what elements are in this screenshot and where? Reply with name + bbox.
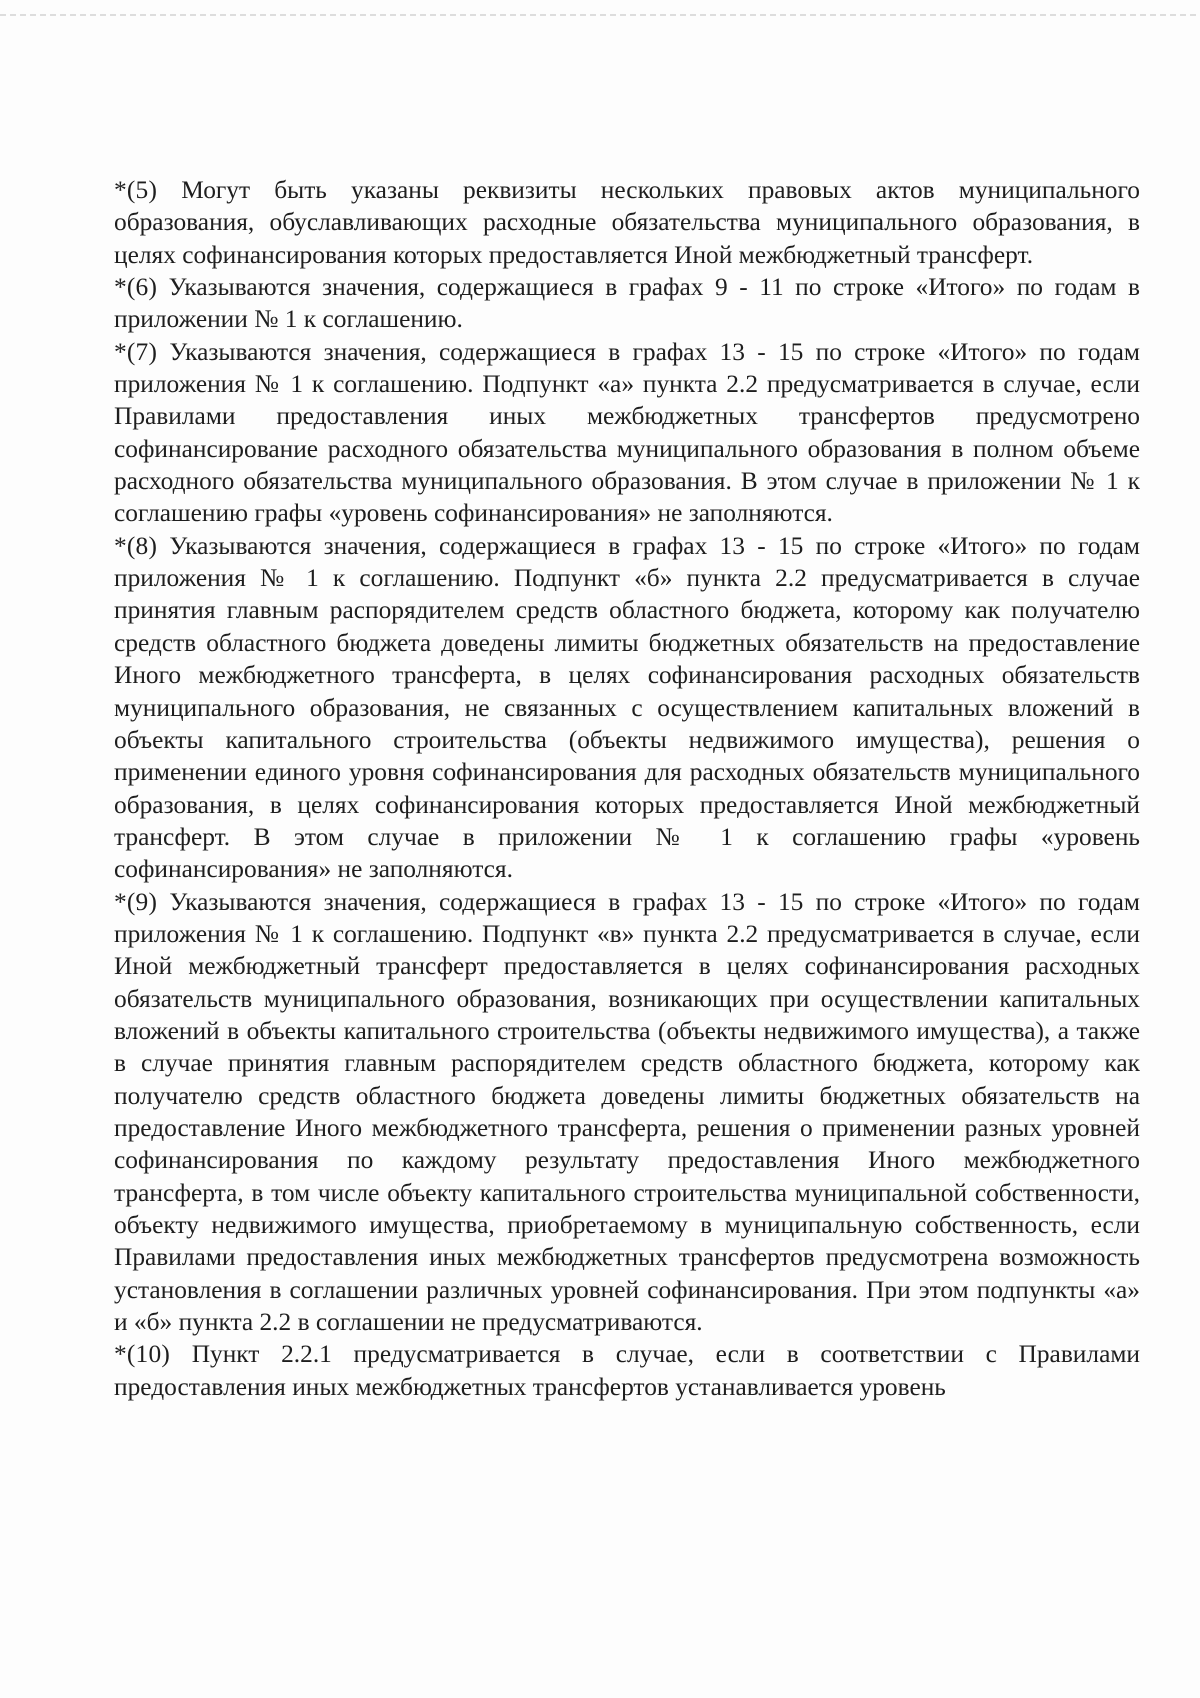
footnote-9 <box>114 886 1140 1339</box>
footnote-text: Указываются значения, содержащиеся в графах 13 - 15 по строке «Итого» по годам приложения № 1 к соглашению. Подпункт «в» пункта 2.2 предусматривается в случае, если Иной межбюджетный трансферт предоставляется в целях софинансирования расходных обязательств муниципального образования, возникающих при осуществлении капитальных вложений в объекты капитального строительства (объекты недвижимого имущества), а также в случае принятия главным распорядителем средств областного бюджета, которому как получателю средств областного бюджета доведены лимиты бюджетных обязательств на предоставление Иного межбюджетного трансферта, решения о применении разных уровней софинансирования по каждому результату предоставления Иного межбюджетного трансферта, в том числе объекту капитального строительства муниципальной собственности, объекту недвижимого имущества, приобретаемому в муниципальную собственность, если Правилами предоставления иных межбюджетных трансфертов предусмотрена возможность установления в соглашении различных уровней софинансирования. При этом подпункты «а» и «б» пункта 2.2 в соглашении не предусматриваются. <box>114 887 1140 1337</box>
footnote-10 <box>114 1338 1140 1403</box>
footnote-marker: *(10) <box>114 1340 170 1369</box>
footnote-5 <box>114 174 1140 271</box>
footnote-6 <box>114 271 1140 336</box>
footnote-text: Указываются значения, содержащиеся в графах 9 - 11 по строке «Итого» по годам в приложении № 1 к соглашению. <box>114 273 1140 334</box>
scan-edge-divider <box>0 14 1200 16</box>
footnote-text: Указываются значения, содержащиеся в графах 13 - 15 по строке «Итого» по годам приложения № 1 к соглашению. Подпункт «б» пункта 2.2 предусматривается в случае принятия главным распорядителем средств областного бюджета, которому как получателю средств областного бюджета доведены лимиты бюджетных обязательств на предоставление Иного межбюджетного трансферта, в целях софинансирования расходных обязательств муниципального образования, не связанных с осуществлением капитальных вложений в объекты капитального строительства (объекты недвижимого имущества), решения о применении единого уровня софинансирования для расходных обязательств муниципального образования, в целях софинансирования которых предоставляется Иной межбюджетный трансферт. В этом случае в приложении № 1 к соглашению графы «уровень софинансирования» не заполняются. <box>114 531 1140 884</box>
footnote-marker: *(8) <box>114 531 158 560</box>
footnote-marker: *(5) <box>114 176 158 204</box>
footnote-7 <box>114 336 1140 530</box>
footnote-8 <box>114 530 1140 886</box>
footnotes-block <box>114 174 1140 1403</box>
footnote-marker: *(9) <box>114 887 158 916</box>
footnote-marker: *(7) <box>114 337 158 366</box>
footnote-text: Могут быть указаны реквизиты нескольких правовых актов муниципального образования, обуславливающих расходные обязательства муниципального образования, в целях софинансирования которых предоставляется Иной межбюджетный трансферт. <box>114 176 1140 269</box>
footnote-text: Пункт 2.2.1 предусматривается в случае, если в соответствии с Правилами предоставления иных межбюджетных трансфертов устанавливается уровень <box>114 1340 1140 1401</box>
footnote-marker: *(6) <box>114 273 158 302</box>
footnote-text: Указываются значения, содержащиеся в графах 13 - 15 по строке «Итого» по годам приложения № 1 к соглашению. Подпункт «а» пункта 2.2 предусматривается в случае, если Правилами предоставления иных межбюджетных трансфертов предусмотрено софинансирование расходного обязательства муниципального образования в полном объеме расходного обязательства муниципального образования. В этом случае в приложении № 1 к соглашению графы «уровень софинансирования» не заполняются. <box>114 337 1140 528</box>
